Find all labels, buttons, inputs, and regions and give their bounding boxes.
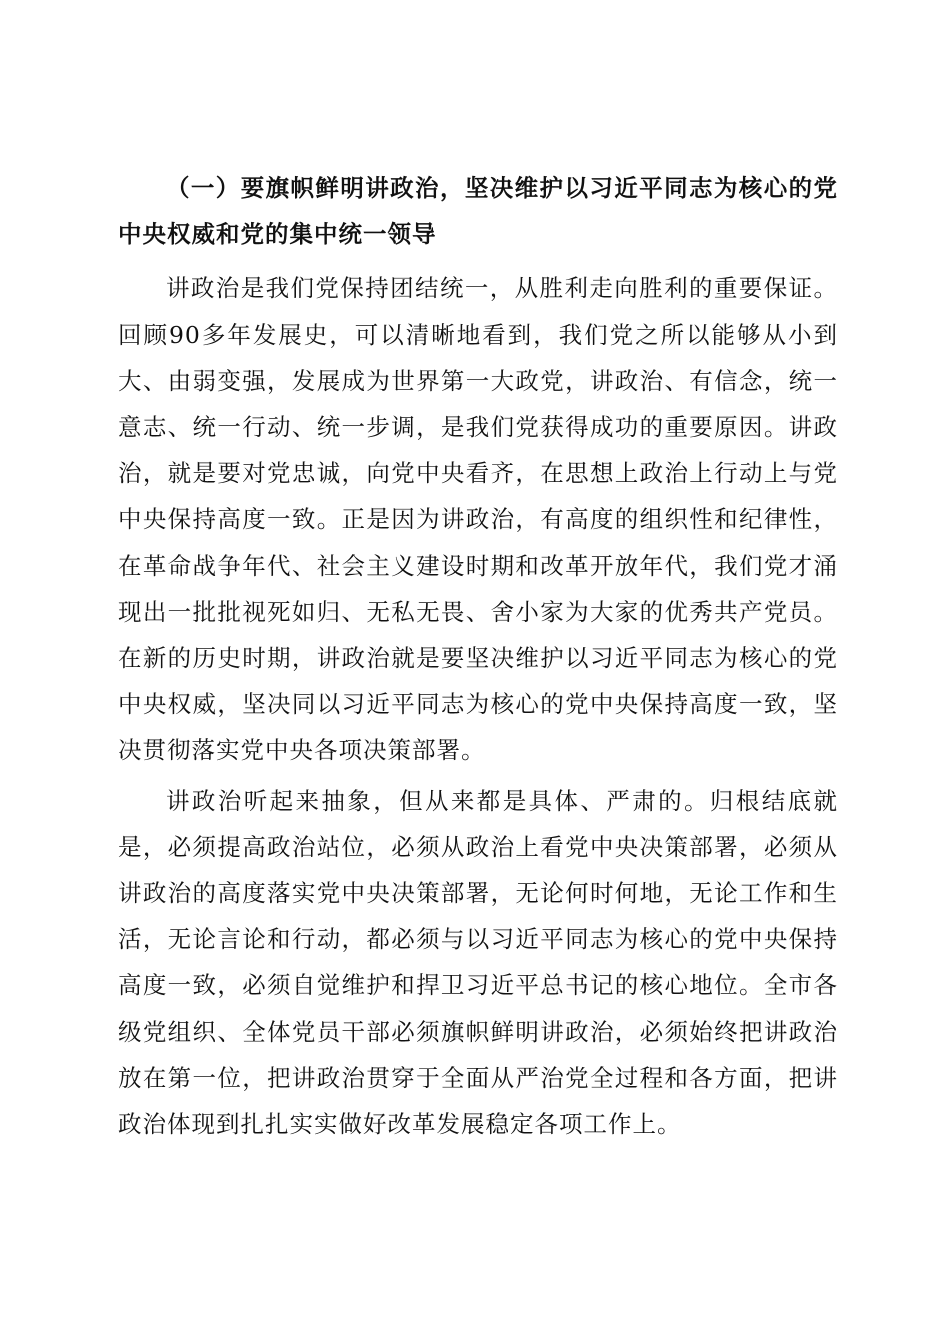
document-body xyxy=(118,165,838,1147)
section-heading: （一）要旗帜鲜明讲政治，坚决维护以习近平同志为核心的党中央权威和党的集中统一领导 xyxy=(118,174,838,249)
body-paragraph: 讲政治听起来抽象，但从来都是具体、严肃的。归根结底就是，必须提高政治站位，必须从政治上看党中央决策部署，必须从讲政治的高度落实党中央决策部署，无论何时何地，无论工作和生活，无论言论和行动，都必须与以习近平同志为核心的党中央保持高度一致，必须自觉维护和捍卫习近平总书记的核心地位。全市各级党组织、全体党员干部必须旗帜鲜明讲政治，必须始终把讲政治放在第一位，把讲政治贯穿于全面从严治党全过程和各方面，把讲政治体现到扎扎实实做好改革发展稳定各项工作上。 xyxy=(118,786,838,1139)
body-paragraph: 讲政治是我们党保持团结统一，从胜利走向胜利的重要保证。回顾90多年发展史，可以清晰地看到，我们党之所以能够从小到大、由弱变强，发展成为世界第一大政党，讲政治、有信念，统一意志、统一行动、统一步调，是我们党获得成功的重要原因。讲政治，就是要对党忠诚，向党中央看齐，在思想上政治上行动上与党中央保持高度一致。正是因为讲政治，有高度的组织性和纪律性，在革命战争年代、社会主义建设时期和改革开放年代，我们党才涌现出一批批视死如归、无私无畏、舍小家为大家的优秀共产党员。在新的历史时期，讲政治就是要坚决维护以习近平同志为核心的党中央权威，坚决同以习近平同志为核心的党中央保持高度一致，坚决贯彻落实党中央各项决策部署。 xyxy=(118,274,838,765)
